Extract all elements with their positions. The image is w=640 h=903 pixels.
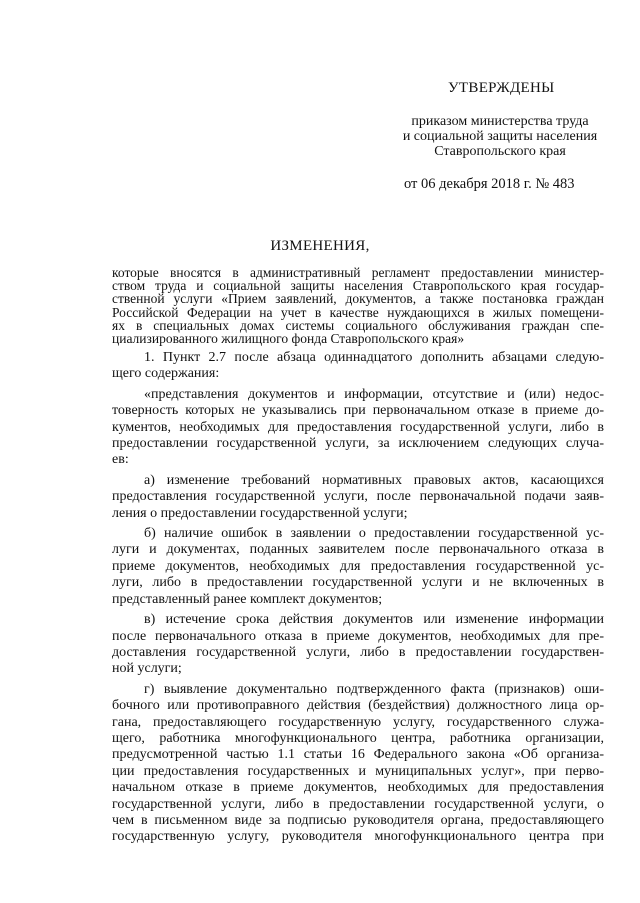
approved-stamp-heading: УТВЕРЖДЕНЫ <box>448 80 555 96</box>
paragraph-line: после первоначального отказа в приеме документов, необходимых для пре- <box>112 628 604 644</box>
paragraph-line: а) изменение требований нормативных правовых актов, касающихся <box>144 472 604 488</box>
paragraph-line: государственную услугу, руководителя многофункционального центра при <box>112 829 604 845</box>
subtitle-line: ственной услуги «Прием заявлений, документов, а также постановка граждан <box>112 291 604 307</box>
document-body <box>112 350 604 850</box>
paragraph-line: предусмотренной частью 1.1 статьи 16 Федерального закона «Об организа- <box>112 747 604 763</box>
order-reference <box>380 114 620 159</box>
paragraph-line: бочного или противоправного действия (бездействия) должностного лица ор- <box>112 698 604 714</box>
order-line: и социальной защиты населения <box>402 129 598 144</box>
paragraph-line: б) наличие ошибок в заявлении о предоставлении государственной ус- <box>144 526 604 542</box>
paragraph-line: гана, предоставляющего государственную услугу, государственного служа- <box>112 714 604 730</box>
paragraph-line: товерность которых не указывались при первоначальном отказе в приеме до- <box>112 403 604 419</box>
paragraph-line: доставления государственной услуги, либо в предоставлении государствен- <box>112 644 604 660</box>
paragraph-line: начальном отказе в приеме документов, необходимых для предоставления <box>112 780 604 796</box>
paragraph-line: г) выявление документально подтвержденного факта (признаков) оши- <box>144 681 604 697</box>
paragraph-line: приеме документов, необходимых для предоставления государственной ус- <box>112 558 604 574</box>
paragraph-line: ции предоставления государственных и муниципальных услуг», при перво- <box>112 763 604 779</box>
paragraph-line: представленный ранее комплект документов; <box>112 591 383 607</box>
body-paragraph <box>112 350 604 383</box>
order-date: от 06 декабря 2018 г. № 483 <box>404 176 575 192</box>
subtitle-line: ством труда и социальной защиты населения Ставропольского края государ- <box>112 278 604 294</box>
paragraph-line: предоставлении государственной услуги, за исключением следующих случа- <box>112 436 604 452</box>
paragraph-line: ления о предоставлении государственной услуги; <box>112 505 408 521</box>
paragraph-line: «представления документов и информации, отсутствие и (или) недос- <box>144 386 604 402</box>
paragraph-line: кументов, необходимых для предоставления государственной услуги, либо в <box>112 419 604 435</box>
body-paragraph <box>112 473 604 522</box>
paragraph-line: щего содержания: <box>112 366 220 382</box>
paragraph-line: государственной услуги, либо в предоставлении государственной услуги, о <box>112 796 604 812</box>
paragraph-line: луги и документах, поданных заявителем после первоначального отказа в <box>112 542 604 558</box>
paragraph-line: луги, либо в предоставлении государственной услуги и не включенных в <box>112 575 604 591</box>
order-line: Ставропольского края <box>434 144 566 159</box>
paragraph-line: в) истечение срока действия документов или изменение информации <box>144 612 604 628</box>
body-paragraph <box>112 387 604 469</box>
document-subtitle <box>112 266 604 345</box>
body-paragraph <box>112 526 604 608</box>
paragraph-line: чем в письменном виде за подписью руководителя органа, предоставляющего <box>112 812 604 828</box>
subtitle-line: ях в специальных домах системы социального обслуживания граждан спе- <box>112 317 604 333</box>
paragraph-line: предоставления государственной услуги, после первоначальной подачи заяв- <box>112 489 604 505</box>
paragraph-line: щего, работника многофункционального центра, работника организации, <box>112 730 604 746</box>
subtitle-line: циализированного жилищного фонда Ставропольского края» <box>112 331 465 347</box>
paragraph-line: ев: <box>112 452 129 468</box>
subtitle-line: Российской Федерации на учет в качестве нуждающихся в жилых помещени- <box>112 304 604 320</box>
paragraph-line: ной услуги; <box>112 661 182 677</box>
subtitle-line: которые вносятся в административный регламент предоставлении министер- <box>112 265 604 280</box>
document-title: ИЗМЕНЕНИЯ, <box>270 238 370 254</box>
body-paragraph <box>112 612 604 678</box>
order-line: приказом министерства труда <box>411 114 589 129</box>
paragraph-line: 1. Пункт 2.7 после абзаца одиннадцатого дополнить абзацами следую- <box>144 350 604 365</box>
body-paragraph <box>112 682 604 846</box>
